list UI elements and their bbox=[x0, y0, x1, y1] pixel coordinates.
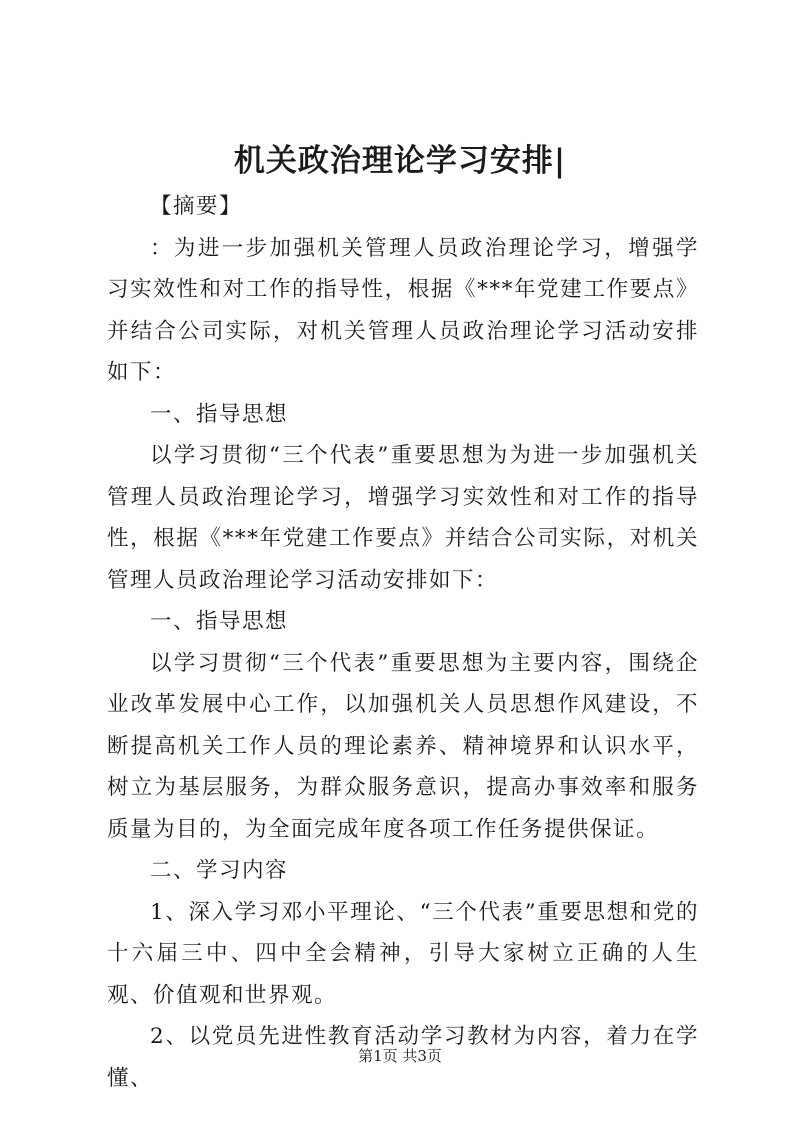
list-item: 1、深入学习邓小平理论、“三个代表”重要思想和党的十六届三中、四中全会精神，引导大家树立正确的人生观、价值观和世界观。 bbox=[107, 899, 699, 1008]
list-item: 2、以党员先进性教育活动学习教材为内容，着力在学懂、 bbox=[107, 1024, 699, 1091]
section-heading-study-content: 二、学习内容 bbox=[150, 858, 289, 883]
body-paragraph: 以学习贯彻“三个代表”重要思想为为进一步加强机关管理人员政治理论学习，增强学习实效性和对工作的指导性，根据《***年党建工作要点》并结合公司实际，对机关管理人员政治理论学习活动安排如下： bbox=[107, 443, 699, 593]
section-heading-guiding-thought: 一、指导思想 bbox=[150, 401, 289, 427]
page-title: 机关政治理论学习安排| bbox=[233, 143, 567, 179]
abstract-heading: 【摘要】 bbox=[150, 194, 243, 219]
body-paragraph: 以学习贯彻“三个代表”重要思想为主要内容，围绕企业改革发展中心工作，以加强机关人员思想作风建设，不断提高机关工作人员的理论素养、精神境界和认识水平，树立为基层服务，为群众服务意识，提高办事效率和服务质量为目的，为全面完成年度各项工作任务提供保证。 bbox=[107, 650, 699, 842]
section-heading-guiding-thought-repeat: 一、指导思想 bbox=[150, 609, 289, 634]
document-body bbox=[107, 186, 699, 1099]
abstract-paragraph: ：为进一步加强机关管理人员政治理论学习，增强学习实效性和对工作的指导性，根据《***年党建工作要点》并结合公司实际，对机关管理人员政治理论学习活动安排如下： bbox=[107, 235, 699, 385]
page-number: 第1页 共3页 bbox=[358, 1047, 442, 1065]
